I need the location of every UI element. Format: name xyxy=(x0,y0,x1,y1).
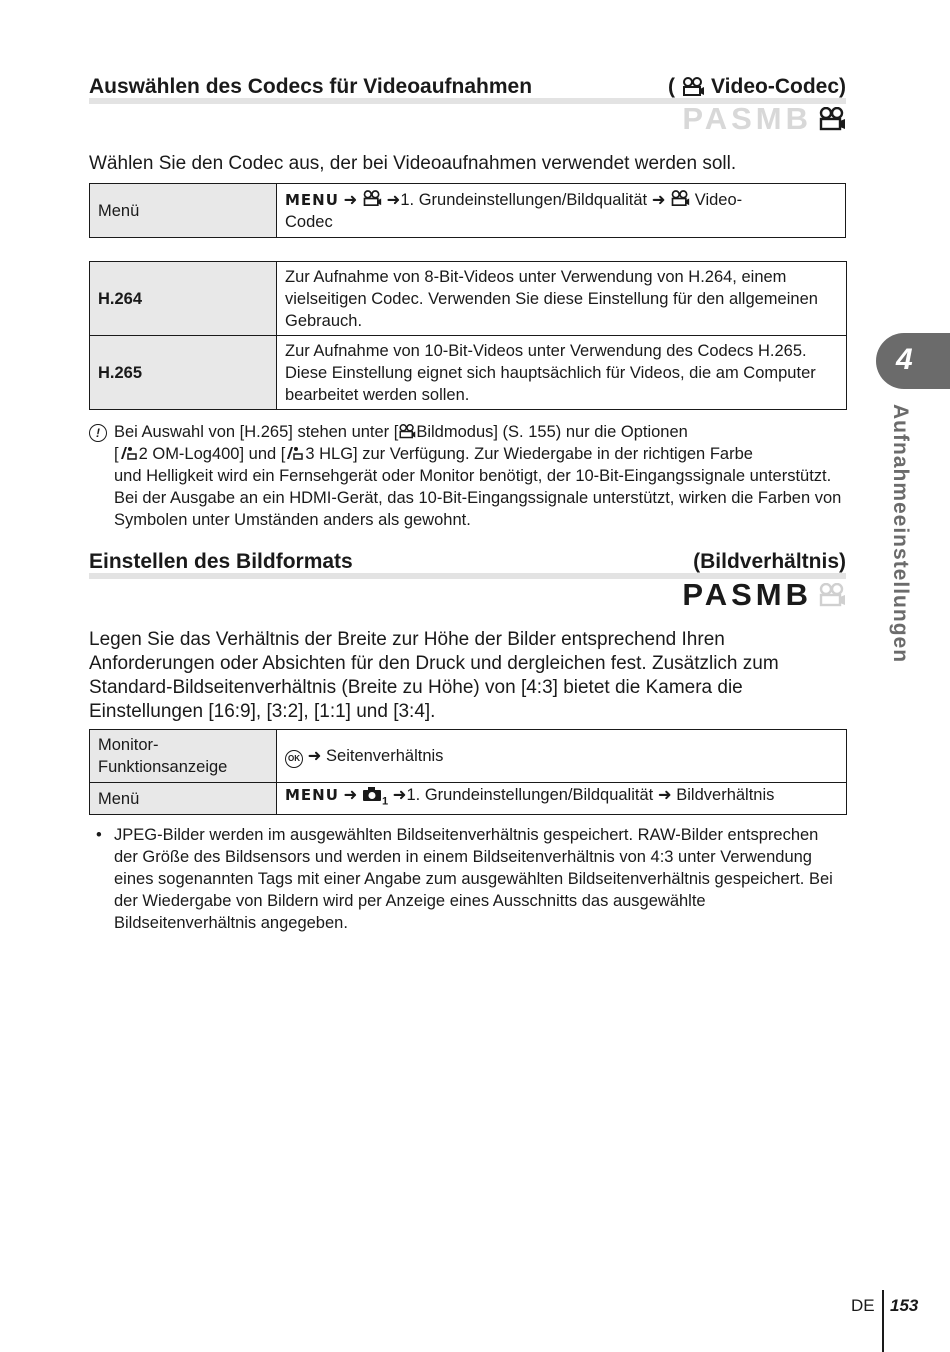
menu-label: Menü xyxy=(90,184,277,238)
movie-camera-icon xyxy=(818,107,846,131)
monitor-path: OK ➜ Seitenverhältnis xyxy=(277,730,847,783)
right-arrow-icon: ➜ xyxy=(657,786,672,805)
menu-path: MENU ➜ $_1$ ➜1. Grundeinstellungen/Bildqualität ➜ Bildverhältnis xyxy=(277,783,847,815)
codec-options-table xyxy=(89,261,847,410)
option-label: H.265 xyxy=(90,336,277,410)
footer-language: DE xyxy=(851,1296,875,1315)
table-row xyxy=(90,730,847,783)
right-arrow-icon: ➜ xyxy=(307,746,322,765)
option-description: Zur Aufnahme von 8-Bit-Videos unter Verwendung von H.264, einem vielseitigen Codec. Verwenden Sie diese Einstellung für den allgemeinen Gebrauch. xyxy=(277,262,847,336)
movie-camera-icon xyxy=(398,424,416,439)
option-label: H.264 xyxy=(90,262,277,336)
picture-mode-movie-icon xyxy=(285,445,305,461)
video-codec-menu-table xyxy=(89,183,846,238)
movie-camera-icon xyxy=(818,583,846,607)
option-description: Zur Aufnahme von 10-Bit-Videos unter Verwendung des Codecs H.265. Diese Einstellung eignet sich hauptsächlich für Videos, die am Computer bearbeitet werden sollen. xyxy=(277,336,847,410)
table-row xyxy=(90,783,847,815)
table-row xyxy=(90,262,847,336)
footer-divider xyxy=(882,1290,884,1352)
right-arrow-icon: ➜ xyxy=(343,786,358,805)
section1-intro: Wählen Sie den Codec aus, der bei Videoaufnahmen verwendet werden soll. xyxy=(89,153,737,174)
movie-camera-icon xyxy=(362,190,382,207)
bullet-dot: • xyxy=(96,826,102,844)
heading-title: Auswählen des Codecs für Videoaufnahmen xyxy=(89,75,533,98)
heading-title: Einstellen des Bildformats xyxy=(89,550,353,573)
chapter-tab xyxy=(876,333,950,389)
table-row xyxy=(90,336,847,410)
section2-intro: Legen Sie das Verhältnis der Breite zur Höhe der Bilder entsprechend Ihren Anforderungen oder Absichten für den Druck und dergleichen fest. Zusätzlich zum Standard-Bildseitenverhältnis (Breite zu Höhe) von [4:3] bietet die Kamera die Einstellungen [16:9], [3:2], [1:1] und [3:4]. xyxy=(89,629,779,722)
exposure-modes-active: PASMB xyxy=(682,578,846,612)
menu-button-label: MENU xyxy=(285,190,339,209)
section-heading-aspect-ratio xyxy=(89,549,846,579)
ok-button-icon: OK xyxy=(285,750,303,768)
chapter-number: 4 xyxy=(896,343,913,376)
page-number: 153 xyxy=(890,1296,919,1315)
chapter-label: Aufnahmeeinstellungen xyxy=(889,404,912,664)
aspect-ratio-access-table xyxy=(89,729,847,815)
heading-right: ( Video-Codec) xyxy=(668,75,846,98)
exposure-modes-inactive: PASMB xyxy=(682,102,846,136)
still-camera-icon xyxy=(362,786,382,802)
menu-button-label: MENU xyxy=(285,786,339,805)
right-arrow-icon: ➜ xyxy=(392,786,407,805)
bullet-text: JPEG-Bilder werden im ausgewählten Bildseitenverhältnis gespeichert. RAW-Bilder entsprechen der Größe des Bildsensors und werden in einem Bildseitenverhältnis von 4:3 unter Verwendung eines sogenannten Tags mit einer Angabe zum ausgewählten Bildseitenverhältnis gespeichert. Bei der Wiedergabe von Bildern wird per Anzeige eines Ausschnitts das ausgewählte Bildseitenverhältnis angegeben. xyxy=(114,826,833,932)
right-arrow-icon: ➜ xyxy=(343,190,358,209)
right-arrow-icon: ➜ xyxy=(386,190,401,209)
picture-mode-movie-icon xyxy=(119,445,139,461)
movie-camera-icon xyxy=(670,190,690,207)
heading-right: (Bildverhältnis) xyxy=(693,550,846,573)
menu-label: Menü xyxy=(90,783,277,815)
monitor-label: Monitor- Funktionsanzeige xyxy=(90,730,277,783)
right-arrow-icon: ➜ xyxy=(651,190,666,209)
movie-camera-icon xyxy=(681,77,705,97)
section-heading-video-codec xyxy=(89,74,846,104)
pencil-note-icon: ! xyxy=(89,424,107,442)
note-text: Bei Auswahl von [H.265] stehen unter [ Bildmodus] (S. 155) nur die Optionen [ 2 OM-Log400] und [ 3 HLG] zur Verfügung. Zur Wiedergabe in der richtigen Farbe und Helligkeit wird ein Fernsehgerät oder Monitor benötigt, der 10-Bit-Eingangssignale unterstützt. Bei der Ausgabe an ein HDMI-Gerät, das 10-Bit-Eingangssignale unterstützt, wirken die Farben von Symbolen unter Umständen anders als gewohnt. xyxy=(114,423,842,529)
menu-path: MENU ➜ ➜1. Grundeinstellungen/Bildqualität ➜ Video- Codec xyxy=(277,184,846,238)
